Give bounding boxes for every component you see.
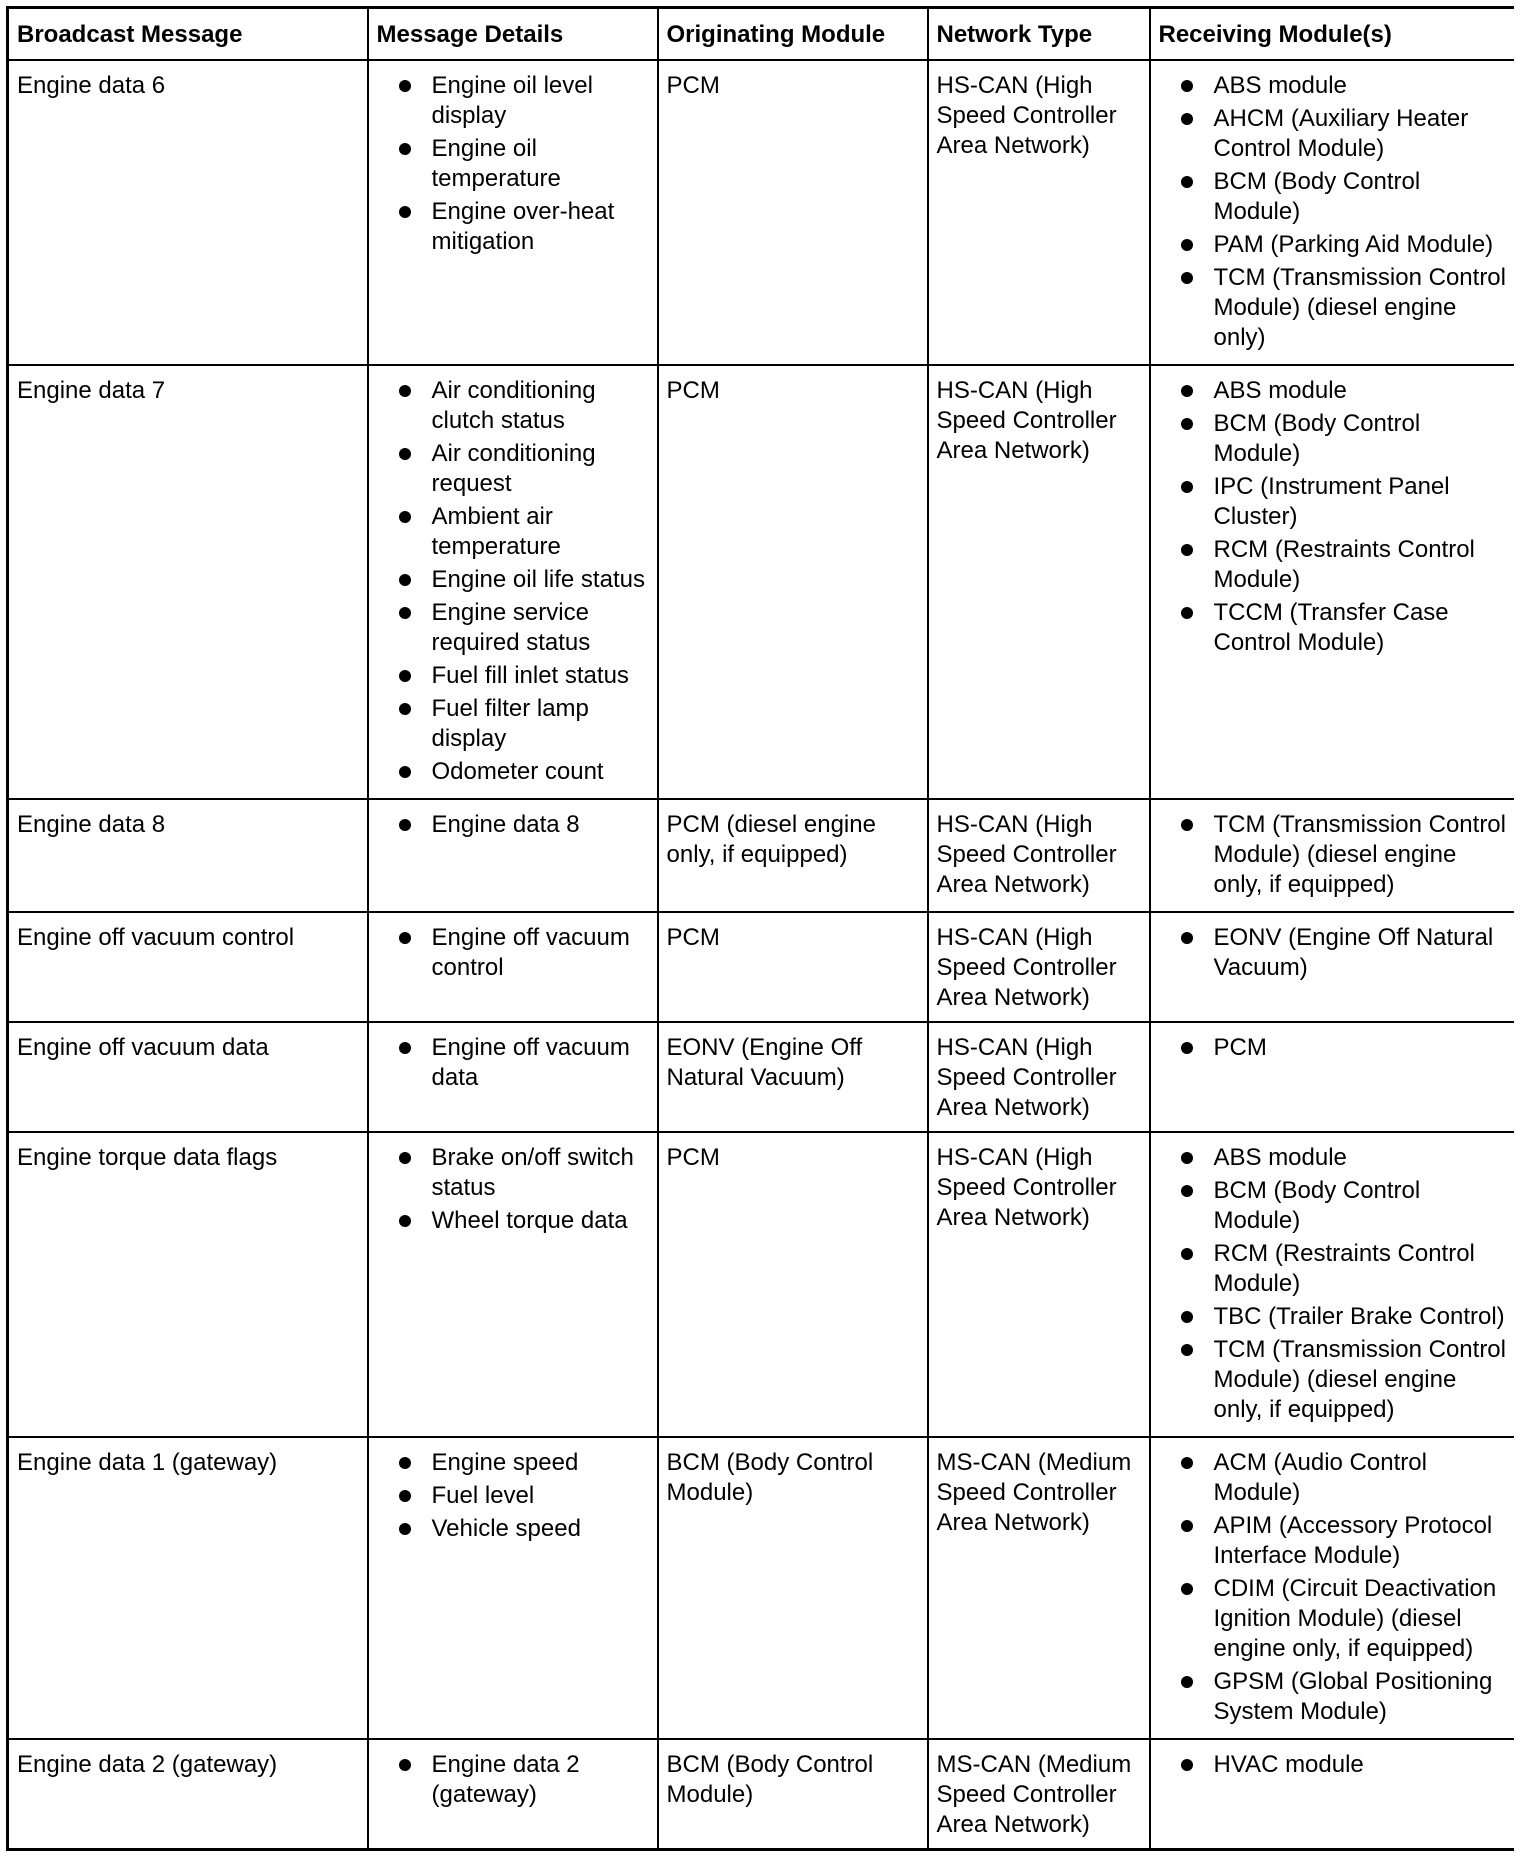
document-page bbox=[6, 6, 1514, 1868]
cell-network-type: HS-CAN (High Speed Controller Area Network) bbox=[928, 60, 1150, 365]
table-row bbox=[8, 1022, 1515, 1132]
cell-network-type: HS-CAN (High Speed Controller Area Network) bbox=[928, 365, 1150, 799]
cell-originating-module: BCM (Body Control Module) bbox=[658, 1437, 928, 1739]
list-item: RCM (Restraints Control Module) bbox=[1159, 1239, 1507, 1299]
cell-broadcast-message: Engine data 7 bbox=[8, 365, 368, 799]
list-item: ABS module bbox=[1159, 71, 1507, 101]
cell-message-details bbox=[368, 1437, 658, 1739]
cell-message-details-list bbox=[377, 810, 649, 840]
table-row bbox=[8, 1132, 1515, 1437]
list-item: Engine service required status bbox=[377, 598, 649, 658]
cell-network-type: MS-CAN (Medium Speed Controller Area Network) bbox=[928, 1437, 1150, 1739]
table-row bbox=[8, 1739, 1515, 1850]
list-item: Brake on/off switch status bbox=[377, 1143, 649, 1203]
list-item: Engine data 8 bbox=[377, 810, 649, 840]
table-header-row bbox=[8, 8, 1515, 61]
list-item: RCM (Restraints Control Module) bbox=[1159, 535, 1507, 595]
cell-message-details-list bbox=[377, 376, 649, 787]
header-network-type: Network Type bbox=[928, 8, 1150, 61]
table-row bbox=[8, 912, 1515, 1022]
cell-originating-module: PCM bbox=[658, 912, 928, 1022]
cell-network-type: HS-CAN (High Speed Controller Area Network) bbox=[928, 799, 1150, 912]
list-item: Engine oil level display bbox=[377, 71, 649, 131]
list-item: BCM (Body Control Module) bbox=[1159, 167, 1507, 227]
list-item: Fuel fill inlet status bbox=[377, 661, 649, 691]
list-item: BCM (Body Control Module) bbox=[1159, 409, 1507, 469]
list-item: ABS module bbox=[1159, 1143, 1507, 1173]
list-item: Engine speed bbox=[377, 1448, 649, 1478]
cell-message-details-list bbox=[377, 923, 649, 983]
cell-message-details-list bbox=[377, 1448, 649, 1544]
list-item: Wheel torque data bbox=[377, 1206, 649, 1236]
list-item: TCCM (Transfer Case Control Module) bbox=[1159, 598, 1507, 658]
list-item: IPC (Instrument Panel Cluster) bbox=[1159, 472, 1507, 532]
cell-message-details-list bbox=[377, 71, 649, 257]
list-item: TBC (Trailer Brake Control) bbox=[1159, 1302, 1507, 1332]
cell-receiving-modules-list bbox=[1159, 1448, 1507, 1727]
cell-message-details bbox=[368, 365, 658, 799]
cell-receiving-modules bbox=[1150, 1022, 1515, 1132]
list-item: Fuel filter lamp display bbox=[377, 694, 649, 754]
cell-message-details-list bbox=[377, 1750, 649, 1810]
list-item: PCM bbox=[1159, 1033, 1507, 1063]
broadcast-message-table bbox=[6, 6, 1514, 1851]
cell-receiving-modules bbox=[1150, 365, 1515, 799]
list-item: Engine data 2 (gateway) bbox=[377, 1750, 649, 1810]
cell-network-type: HS-CAN (High Speed Controller Area Network) bbox=[928, 1132, 1150, 1437]
table-row bbox=[8, 1437, 1515, 1739]
list-item: Vehicle speed bbox=[377, 1514, 649, 1544]
header-originating-module: Originating Module bbox=[658, 8, 928, 61]
cell-receiving-modules-list bbox=[1159, 923, 1507, 983]
list-item: ACM (Audio Control Module) bbox=[1159, 1448, 1507, 1508]
cell-originating-module: EONV (Engine Off Natural Vacuum) bbox=[658, 1022, 928, 1132]
cell-message-details bbox=[368, 1739, 658, 1850]
table-row bbox=[8, 365, 1515, 799]
list-item: Engine oil temperature bbox=[377, 134, 649, 194]
list-item: TCM (Transmission Control Module) (diesel engine only, if equipped) bbox=[1159, 810, 1507, 900]
cell-receiving-modules-list bbox=[1159, 1750, 1507, 1780]
cell-broadcast-message: Engine data 8 bbox=[8, 799, 368, 912]
cell-broadcast-message: Engine data 1 (gateway) bbox=[8, 1437, 368, 1739]
list-item: Engine off vacuum data bbox=[377, 1033, 649, 1093]
list-item: GPSM (Global Positioning System Module) bbox=[1159, 1667, 1507, 1727]
cell-broadcast-message: Engine torque data flags bbox=[8, 1132, 368, 1437]
cell-receiving-modules bbox=[1150, 1437, 1515, 1739]
list-item: Air conditioning request bbox=[377, 439, 649, 499]
list-item: PAM (Parking Aid Module) bbox=[1159, 230, 1507, 260]
list-item: Engine off vacuum control bbox=[377, 923, 649, 983]
list-item: Engine oil life status bbox=[377, 565, 649, 595]
cell-broadcast-message: Engine off vacuum control bbox=[8, 912, 368, 1022]
cell-network-type: HS-CAN (High Speed Controller Area Network) bbox=[928, 1022, 1150, 1132]
list-item: TCM (Transmission Control Module) (diesel engine only, if equipped) bbox=[1159, 1335, 1507, 1425]
header-receiving-modules: Receiving Module(s) bbox=[1150, 8, 1515, 61]
table-row bbox=[8, 799, 1515, 912]
list-item: Odometer count bbox=[377, 757, 649, 787]
list-item: Fuel level bbox=[377, 1481, 649, 1511]
cell-network-type: MS-CAN (Medium Speed Controller Area Network) bbox=[928, 1739, 1150, 1850]
list-item: CDIM (Circuit Deactivation Ignition Module) (diesel engine only, if equipped) bbox=[1159, 1574, 1507, 1664]
cell-message-details-list bbox=[377, 1033, 649, 1093]
cell-receiving-modules bbox=[1150, 1739, 1515, 1850]
cell-message-details bbox=[368, 912, 658, 1022]
cell-receiving-modules bbox=[1150, 799, 1515, 912]
cell-receiving-modules bbox=[1150, 912, 1515, 1022]
cell-broadcast-message: Engine off vacuum data bbox=[8, 1022, 368, 1132]
cell-originating-module: BCM (Body Control Module) bbox=[658, 1739, 928, 1850]
cell-receiving-modules bbox=[1150, 1132, 1515, 1437]
list-item: Ambient air temperature bbox=[377, 502, 649, 562]
header-broadcast-message: Broadcast Message bbox=[8, 8, 368, 61]
list-item: Engine over-heat mitigation bbox=[377, 197, 649, 257]
list-item: ABS module bbox=[1159, 376, 1507, 406]
cell-originating-module: PCM (diesel engine only, if equipped) bbox=[658, 799, 928, 912]
cell-broadcast-message: Engine data 6 bbox=[8, 60, 368, 365]
cell-message-details bbox=[368, 799, 658, 912]
header-message-details: Message Details bbox=[368, 8, 658, 61]
cell-originating-module: PCM bbox=[658, 365, 928, 799]
cell-receiving-modules bbox=[1150, 60, 1515, 365]
cell-message-details bbox=[368, 1022, 658, 1132]
cell-message-details bbox=[368, 60, 658, 365]
cell-receiving-modules-list bbox=[1159, 1033, 1507, 1063]
table-body bbox=[8, 60, 1515, 1850]
list-item: BCM (Body Control Module) bbox=[1159, 1176, 1507, 1236]
cell-message-details bbox=[368, 1132, 658, 1437]
cell-broadcast-message: Engine data 2 (gateway) bbox=[8, 1739, 368, 1850]
list-item: AHCM (Auxiliary Heater Control Module) bbox=[1159, 104, 1507, 164]
list-item: Air conditioning clutch status bbox=[377, 376, 649, 436]
list-item: HVAC module bbox=[1159, 1750, 1507, 1780]
cell-originating-module: PCM bbox=[658, 1132, 928, 1437]
list-item: TCM (Transmission Control Module) (diesel engine only) bbox=[1159, 263, 1507, 353]
cell-receiving-modules-list bbox=[1159, 1143, 1507, 1425]
cell-receiving-modules-list bbox=[1159, 376, 1507, 658]
cell-network-type: HS-CAN (High Speed Controller Area Network) bbox=[928, 912, 1150, 1022]
cell-originating-module: PCM bbox=[658, 60, 928, 365]
list-item: EONV (Engine Off Natural Vacuum) bbox=[1159, 923, 1507, 983]
list-item: APIM (Accessory Protocol Interface Module) bbox=[1159, 1511, 1507, 1571]
table-row bbox=[8, 60, 1515, 365]
cell-receiving-modules-list bbox=[1159, 71, 1507, 353]
cell-message-details-list bbox=[377, 1143, 649, 1236]
cell-receiving-modules-list bbox=[1159, 810, 1507, 900]
